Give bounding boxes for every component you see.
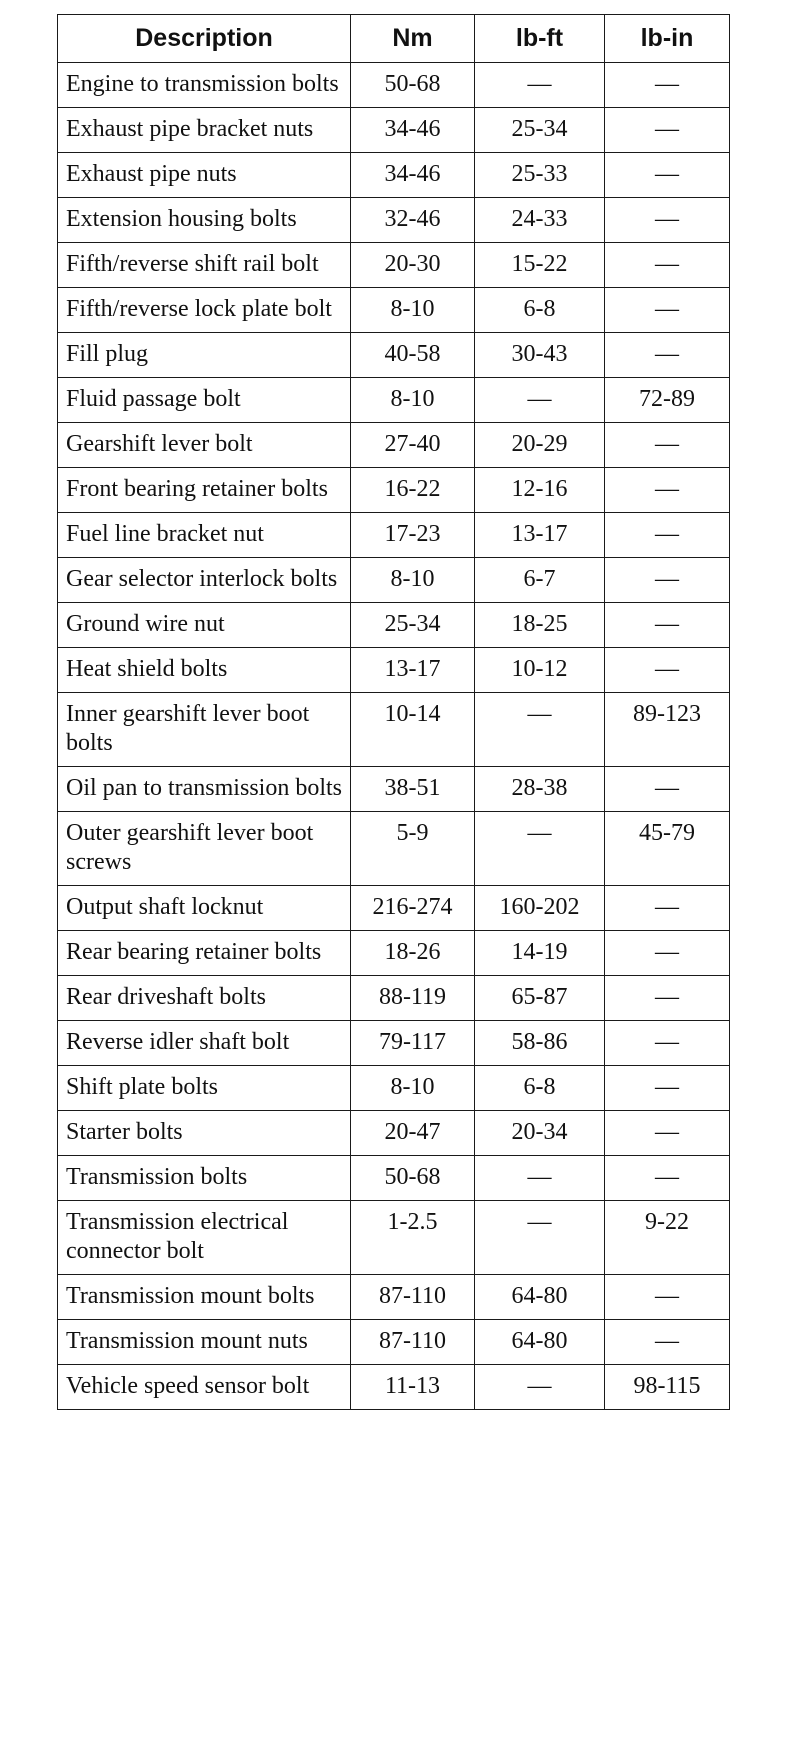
cell-lb-ft: 160-202 <box>475 886 605 931</box>
cell-nm: 50-68 <box>351 1156 475 1201</box>
cell-lb-in: — <box>605 288 730 333</box>
cell-description: Transmission bolts <box>58 1156 351 1201</box>
cell-lb-in: — <box>605 1320 730 1365</box>
table-header-row <box>58 15 730 63</box>
cell-lb-in: — <box>605 767 730 812</box>
header-lb-ft: lb-ft <box>475 15 605 63</box>
header-lb-in: lb-in <box>605 15 730 63</box>
cell-description: Fluid passage bolt <box>58 378 351 423</box>
cell-description: Outer gearshift lever boot screws <box>58 812 351 886</box>
cell-nm: 25-34 <box>351 603 475 648</box>
cell-description: Heat shield bolts <box>58 648 351 693</box>
table-row <box>58 1111 730 1156</box>
cell-description: Fifth/reverse shift rail bolt <box>58 243 351 288</box>
cell-nm: 18-26 <box>351 931 475 976</box>
table-row <box>58 931 730 976</box>
cell-nm: 8-10 <box>351 558 475 603</box>
cell-description: Rear driveshaft bolts <box>58 976 351 1021</box>
cell-nm: 20-30 <box>351 243 475 288</box>
cell-lb-ft: 6-7 <box>475 558 605 603</box>
cell-nm: 8-10 <box>351 378 475 423</box>
cell-lb-ft: 20-34 <box>475 1111 605 1156</box>
cell-lb-ft: — <box>475 1365 605 1410</box>
cell-description: Reverse idler shaft bolt <box>58 1021 351 1066</box>
cell-lb-ft: — <box>475 812 605 886</box>
cell-lb-in: — <box>605 1275 730 1320</box>
cell-nm: 16-22 <box>351 468 475 513</box>
cell-description: Gear selector interlock bolts <box>58 558 351 603</box>
table-row <box>58 693 730 767</box>
cell-lb-ft: 18-25 <box>475 603 605 648</box>
cell-lb-in: — <box>605 648 730 693</box>
cell-lb-ft: — <box>475 378 605 423</box>
table-row <box>58 976 730 1021</box>
cell-nm: 13-17 <box>351 648 475 693</box>
table-row <box>58 767 730 812</box>
cell-lb-in: — <box>605 513 730 558</box>
cell-lb-in: — <box>605 333 730 378</box>
cell-lb-ft: 25-34 <box>475 108 605 153</box>
cell-lb-ft: 6-8 <box>475 1066 605 1111</box>
cell-lb-in: — <box>605 1021 730 1066</box>
cell-description: Engine to transmission bolts <box>58 63 351 108</box>
cell-lb-ft: — <box>475 1201 605 1275</box>
cell-nm: 88-119 <box>351 976 475 1021</box>
cell-lb-in: — <box>605 558 730 603</box>
cell-description: Ground wire nut <box>58 603 351 648</box>
cell-description: Extension housing bolts <box>58 198 351 243</box>
table-body <box>58 63 730 1410</box>
cell-nm: 32-46 <box>351 198 475 243</box>
cell-nm: 8-10 <box>351 288 475 333</box>
cell-nm: 5-9 <box>351 812 475 886</box>
table-row <box>58 288 730 333</box>
cell-nm: 27-40 <box>351 423 475 468</box>
cell-lb-ft: — <box>475 693 605 767</box>
cell-nm: 34-46 <box>351 108 475 153</box>
cell-description: Shift plate bolts <box>58 1066 351 1111</box>
cell-lb-in: — <box>605 243 730 288</box>
header-nm: Nm <box>351 15 475 63</box>
table-row <box>58 1320 730 1365</box>
cell-description: Output shaft locknut <box>58 886 351 931</box>
cell-description: Starter bolts <box>58 1111 351 1156</box>
table-row <box>58 1066 730 1111</box>
table-row <box>58 333 730 378</box>
cell-description: Exhaust pipe bracket nuts <box>58 108 351 153</box>
cell-lb-in: 45-79 <box>605 812 730 886</box>
cell-nm: 87-110 <box>351 1320 475 1365</box>
cell-lb-in: 9-22 <box>605 1201 730 1275</box>
cell-nm: 40-58 <box>351 333 475 378</box>
table-row <box>58 886 730 931</box>
table-row <box>58 603 730 648</box>
cell-nm: 8-10 <box>351 1066 475 1111</box>
table-row <box>58 558 730 603</box>
table-row <box>58 1156 730 1201</box>
cell-nm: 79-117 <box>351 1021 475 1066</box>
cell-lb-ft: — <box>475 63 605 108</box>
table-row <box>58 153 730 198</box>
cell-lb-in: — <box>605 1066 730 1111</box>
cell-nm: 11-13 <box>351 1365 475 1410</box>
cell-lb-in: — <box>605 931 730 976</box>
torque-specifications-table <box>57 14 730 1410</box>
cell-description: Transmission electrical connector bolt <box>58 1201 351 1275</box>
table-row <box>58 1275 730 1320</box>
cell-lb-in: 72-89 <box>605 378 730 423</box>
cell-lb-ft: 10-12 <box>475 648 605 693</box>
cell-nm: 87-110 <box>351 1275 475 1320</box>
cell-description: Vehicle speed sensor bolt <box>58 1365 351 1410</box>
cell-nm: 20-47 <box>351 1111 475 1156</box>
cell-nm: 17-23 <box>351 513 475 558</box>
cell-lb-in: — <box>605 1156 730 1201</box>
cell-lb-ft: 64-80 <box>475 1320 605 1365</box>
cell-lb-ft: 13-17 <box>475 513 605 558</box>
table-row <box>58 513 730 558</box>
cell-lb-in: — <box>605 153 730 198</box>
cell-nm: 10-14 <box>351 693 475 767</box>
table-row <box>58 1365 730 1410</box>
cell-lb-in: 89-123 <box>605 693 730 767</box>
cell-description: Fill plug <box>58 333 351 378</box>
cell-nm: 34-46 <box>351 153 475 198</box>
cell-nm: 216-274 <box>351 886 475 931</box>
cell-description: Gearshift lever bolt <box>58 423 351 468</box>
cell-description: Transmission mount nuts <box>58 1320 351 1365</box>
table-row <box>58 648 730 693</box>
cell-description: Rear bearing retainer bolts <box>58 931 351 976</box>
cell-nm: 1-2.5 <box>351 1201 475 1275</box>
cell-description: Transmission mount bolts <box>58 1275 351 1320</box>
cell-lb-ft: 15-22 <box>475 243 605 288</box>
cell-lb-ft: 58-86 <box>475 1021 605 1066</box>
cell-lb-in: — <box>605 63 730 108</box>
table-row <box>58 63 730 108</box>
cell-lb-in: — <box>605 468 730 513</box>
table-row <box>58 812 730 886</box>
cell-description: Exhaust pipe nuts <box>58 153 351 198</box>
cell-lb-ft: 30-43 <box>475 333 605 378</box>
cell-lb-ft: 64-80 <box>475 1275 605 1320</box>
cell-lb-ft: 6-8 <box>475 288 605 333</box>
cell-lb-in: — <box>605 886 730 931</box>
cell-lb-ft: 28-38 <box>475 767 605 812</box>
cell-lb-in: — <box>605 423 730 468</box>
cell-lb-ft: 65-87 <box>475 976 605 1021</box>
cell-lb-in: — <box>605 976 730 1021</box>
table-row <box>58 1201 730 1275</box>
cell-description: Oil pan to transmission bolts <box>58 767 351 812</box>
cell-description: Fuel line bracket nut <box>58 513 351 558</box>
cell-nm: 38-51 <box>351 767 475 812</box>
cell-lb-in: 98-115 <box>605 1365 730 1410</box>
table-row <box>58 198 730 243</box>
cell-lb-ft: 25-33 <box>475 153 605 198</box>
cell-description: Front bearing retainer bolts <box>58 468 351 513</box>
cell-lb-in: — <box>605 198 730 243</box>
cell-lb-ft: — <box>475 1156 605 1201</box>
cell-lb-ft: 24-33 <box>475 198 605 243</box>
table-row <box>58 378 730 423</box>
cell-lb-in: — <box>605 108 730 153</box>
table-row <box>58 423 730 468</box>
table-row <box>58 243 730 288</box>
cell-lb-in: — <box>605 1111 730 1156</box>
table-row <box>58 108 730 153</box>
header-description: Description <box>58 15 351 63</box>
cell-lb-ft: 14-19 <box>475 931 605 976</box>
table-row <box>58 468 730 513</box>
cell-lb-ft: 20-29 <box>475 423 605 468</box>
cell-lb-in: — <box>605 603 730 648</box>
cell-description: Fifth/reverse lock plate bolt <box>58 288 351 333</box>
cell-lb-ft: 12-16 <box>475 468 605 513</box>
table-row <box>58 1021 730 1066</box>
cell-description: Inner gearshift lever boot bolts <box>58 693 351 767</box>
cell-nm: 50-68 <box>351 63 475 108</box>
